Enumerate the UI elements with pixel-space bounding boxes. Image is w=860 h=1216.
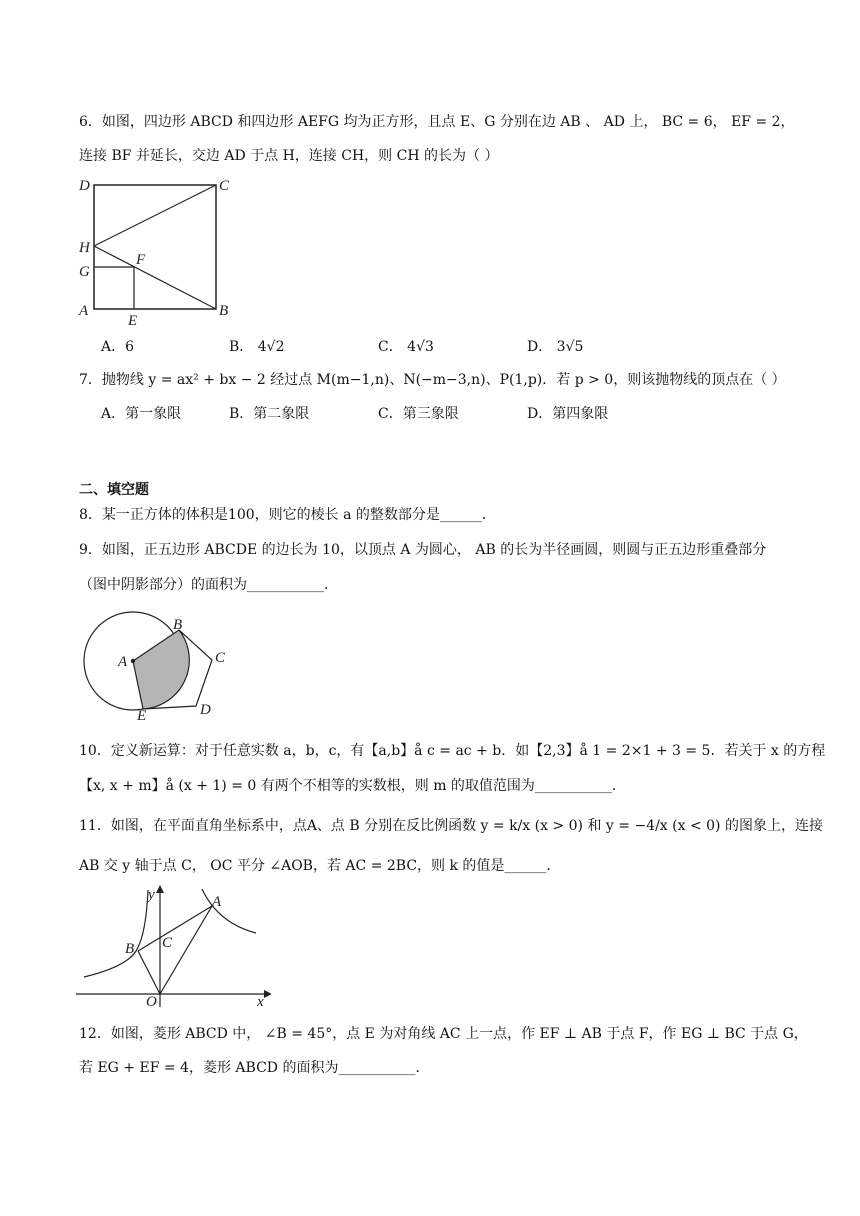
q6-label-a: A [79, 303, 89, 319]
q11-curve-right [202, 889, 256, 933]
q11-figure-coordinate [76, 885, 271, 1007]
q6-option-b: B． 4√2 [229, 339, 285, 355]
q9-center-point [131, 659, 135, 663]
q7-option-a: A．第一象限 [101, 406, 182, 422]
q6-segment-hc [94, 185, 216, 246]
q6-label-g: G [79, 264, 90, 280]
q11-label-b: B [125, 941, 135, 957]
q9-shaded-sector [133, 630, 189, 709]
q11-label-o: O [146, 994, 157, 1007]
q11-segment-ob [138, 951, 160, 994]
q9-figure-pentagon [76, 610, 236, 722]
q11-x-arrow [264, 990, 271, 998]
q11-label-x: x [257, 994, 264, 1007]
q12-text-line2: 若 EG + EF = 4，菱形 ABCD 的面积为___________． [79, 1060, 430, 1076]
q9-text-line2: （图中阴影部分）的面积为___________． [79, 577, 338, 593]
q9-label-d: D [200, 702, 211, 718]
q11-label-a: A [212, 894, 222, 910]
q9-label-c: C [215, 650, 226, 666]
q11-y-arrow [156, 885, 164, 893]
q6-option-a: A．6 [101, 339, 135, 355]
q9-label-b: B [173, 617, 183, 633]
q6-label-f: F [136, 252, 146, 268]
q12-text-line1: 12．如图，菱形 ABCD 中， ∠B = 45°，点 E 为对角线 AC 上一点，作 EF ⊥ AB 于点 F，作 EG ⊥ BC 于点 G， [79, 1026, 808, 1042]
q6-text-line1: 6．如图，四边形 ABCD 和四边形 AEFG 均为正方形，且点 E、G 分别在边 AB 、 AD 上， BC = 6， EF = 2， [79, 114, 795, 130]
q11-label-y: y [148, 887, 155, 903]
q8-text-line1: 8．某一正方体的体积是100，则它的棱长 a 的整数部分是______． [79, 507, 496, 523]
q9-text-line1: 9．如图，正五边形 ABCDE 的边长为 10，以顶点 A 为圆心， AB 的长为半径画圆，则圆与正五边形重叠部分 [79, 542, 767, 558]
q6-label-c: C [219, 178, 230, 194]
q6-label-b: B [219, 303, 229, 319]
q7-option-b: B．第二象限 [229, 406, 310, 422]
q6-segment-hb [94, 246, 216, 309]
q7-option-d: D．第四象限 [527, 406, 609, 422]
q10-text-line1: 10．定义新运算：对于任意实数 a，b，c，有【a,b】å c = ac + b．如【2,3】å 1 = 2×1 + 3 = 5．若关于 x 的方程 [79, 743, 826, 759]
section-heading-fill-in: 二、填空题 [79, 482, 149, 498]
q9-label-a: A [118, 654, 128, 670]
q6-label-e: E [128, 313, 138, 327]
q11-curve-left [84, 890, 148, 977]
q7-option-c: C．第三象限 [378, 406, 459, 422]
q6-option-c: C． 4√3 [378, 339, 434, 355]
q11-text-line1: 11．如图，在平面直角坐标系中，点A、点 B 分别在反比例函数 y = k/x (x > 0) 和 y = −4/x (x < 0) 的图象上，连接 [79, 818, 823, 834]
q6-square-abcd [94, 185, 216, 309]
q6-option-d: D． 3√5 [527, 339, 584, 355]
q7-text-line1: 7．抛物线 y = ax² + bx − 2 经过点 M(m−1,n)、N(−m−3,n)、P(1,p)．若 p > 0，则该抛物线的顶点在（ ） [79, 372, 786, 388]
q11-text-line2: AB 交 y 轴于点 C， OC 平分 ∠AOB，若 AC = 2BC，则 k 的值是______． [79, 858, 561, 874]
q9-label-e: E [137, 708, 147, 722]
q6-figure-squares [74, 172, 244, 327]
q11-label-c: C [162, 935, 173, 951]
q6-label-h: H [79, 240, 90, 256]
q6-text-line2: 连接 BF 并延长，交边 AD 于点 H，连接 CH，则 CH 的长为（ ） [79, 148, 499, 164]
q6-square-aefg [94, 267, 134, 309]
q6-label-d: D [79, 178, 90, 194]
q11-segment-ab [138, 906, 212, 951]
q10-text-line2: 【x, x + m】å (x + 1) = 0 有两个不相等的实数根，则 m 的取值范围为___________． [79, 778, 626, 794]
